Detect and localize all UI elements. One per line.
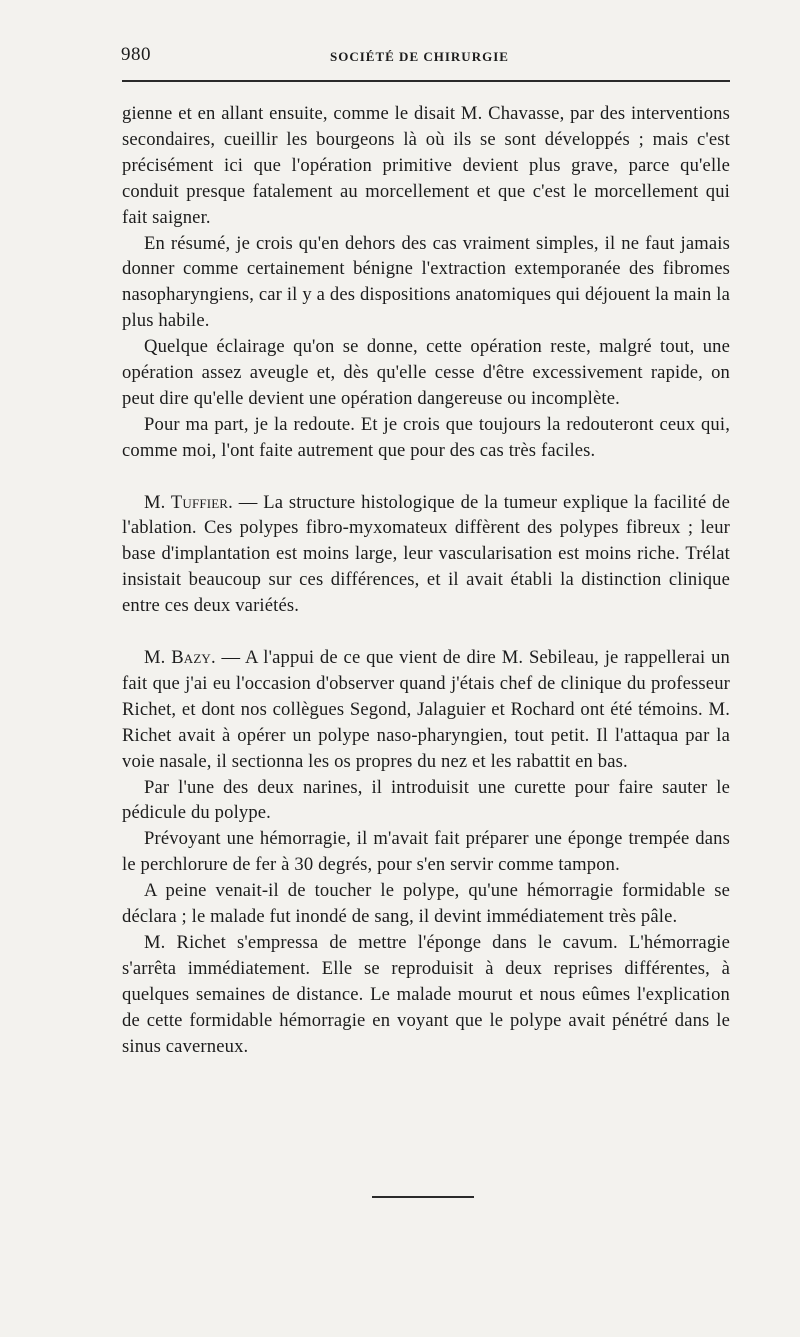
end-rule bbox=[372, 1196, 474, 1198]
paragraph-text: Pour ma part, je la redoute. Et je crois que toujours la redouteront ceux qui, comme moi, l'ont faite autrement que pour des cas très faciles. bbox=[122, 413, 730, 461]
paragraph-text: — A l'appui de ce que vient de dire M. Sebileau, je rappellerai un fait que j'ai eu l'occasion d'observer quand j'étais chef de clinique du professeur Richet, et dont nos collègues Segond, Jalaguier et Rochard ont été témoins. M. Richet avait à opérer un polype naso-pharyngien, tout petit. Il l'attaqua par la voie nasale, il sectionna les os propres du nez et les rabattit en bas. bbox=[122, 647, 730, 772]
speaker-paragraph bbox=[122, 490, 730, 620]
paragraph bbox=[122, 101, 730, 231]
paragraph-text: — La structure histologique de la tumeur explique la facilité de l'ablation. Ces polypes fibro-myxomateux diffèrent des polypes fibreux ; leur base d'implantation est moins large, leur vascularisation est moins riche. Trélat insistait beaucoup sur ces différences, et il avait établi la distinction clinique entre ces deux variétés. bbox=[122, 491, 730, 617]
paragraph bbox=[122, 826, 730, 878]
paragraph bbox=[122, 412, 730, 464]
paragraph-text: En résumé, je crois qu'en dehors des cas vraiment simples, il ne faut jamais donner comme certainement bénigne l'extraction extemporanée des fibromes nasopharyngiens, car il y a des dispositions anatomiques qui déjouent la main la plus habile. bbox=[122, 232, 730, 332]
page-header bbox=[0, 0, 800, 90]
paragraph-text: A peine venait-il de toucher le polype, qu'une hémorragie formidable se déclara ; le malade fut inondé de sang, il devint immédiatement très pâle. bbox=[122, 880, 730, 928]
paragraph bbox=[122, 878, 730, 930]
paragraph-text: gienne et en allant ensuite, comme le disait M. Chavasse, par des interventions secondaires, cueillir les bourgeons là où ils se sont développés ; mais c'est précisément ici que l'opération primitive devient plus grave, parce qu'elle conduit presque fatalement au morcellement et que c'est le morcellement qui fait saigner. bbox=[122, 103, 730, 228]
paragraph bbox=[122, 775, 730, 827]
paragraph-text: Quelque éclairage qu'on se donne, cette opération reste, malgré tout, une opération assez aveugle et, dès qu'elle cesse d'être excessivement rapide, on peut dire qu'elle devient une opération dangereuse ou incomplète. bbox=[122, 336, 730, 409]
paragraph bbox=[122, 231, 730, 335]
header-rule bbox=[122, 80, 730, 82]
speaker-name: M. Bazy. bbox=[144, 647, 216, 668]
speaker-name: M. Tuffier. bbox=[144, 491, 233, 513]
paragraph bbox=[122, 334, 730, 412]
running-title: SOCIÉTÉ DE CHIRURGIE bbox=[330, 49, 509, 64]
paragraph-text: M. Richet s'empressa de mettre l'éponge dans le cavum. L'hémorragie s'arrêta immédiatement. Elle se reproduisit à deux reprises différentes, à quelques semaines de distance. Le malade mourut et nous eûmes l'explication de cette formidable hémorragie en voyant que le polype avait pénétré dans le sinus caverneux. bbox=[122, 931, 730, 1057]
paragraph-text: Par l'une des deux narines, il introduisit une curette pour faire sauter le pédicule du polype. bbox=[122, 776, 730, 824]
speaker-paragraph bbox=[122, 645, 730, 775]
paragraph-text: Prévoyant une hémorragie, il m'avait fait préparer une éponge trempée dans le perchlorure de fer à 30 degrés, pour s'en servir comme tampon. bbox=[122, 828, 730, 876]
page-number: 980 bbox=[121, 44, 151, 65]
body-text bbox=[122, 101, 730, 1060]
paragraph bbox=[122, 930, 730, 1060]
